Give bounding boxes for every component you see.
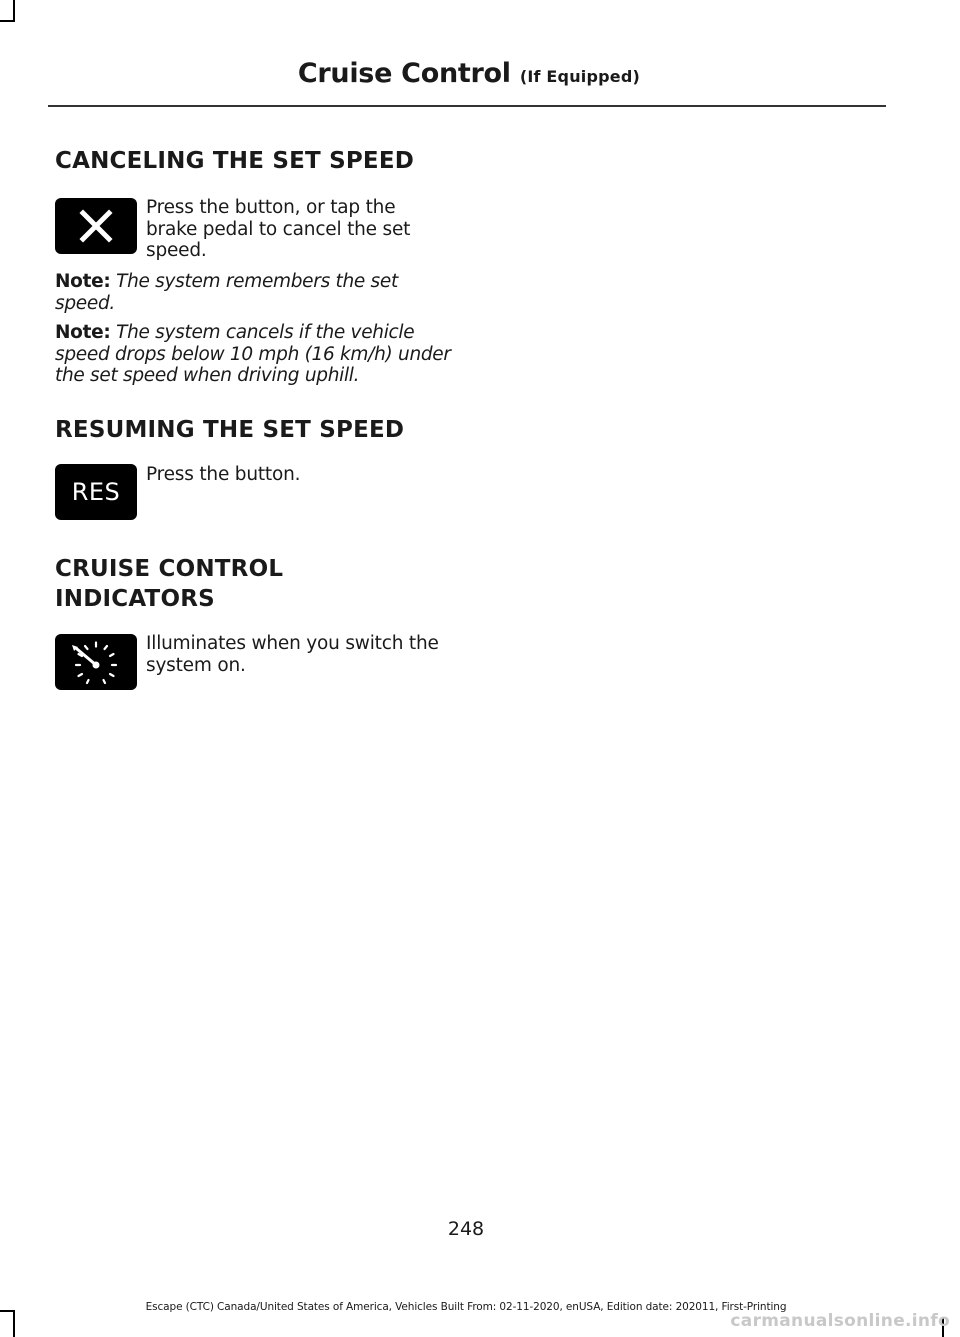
cancel-x-icon xyxy=(55,198,137,254)
res-icon-label: RES xyxy=(71,478,121,506)
section-title-indicators-line1: CRUISE CONTROL xyxy=(55,556,284,582)
page-footer: Escape (CTC) Canada/United States of America, Vehicles Built From: 02-11-2020, enUSA, Edition date: 202011, First-Printing xyxy=(145,1301,787,1313)
header-divider xyxy=(48,105,886,107)
header-subtitle: (If Equipped) xyxy=(519,67,640,86)
section-title-canceling: CANCELING THE SET SPEED xyxy=(55,148,415,174)
resuming-instructions: Press the button. xyxy=(146,464,301,485)
note-label: Note: xyxy=(55,322,111,343)
crop-mark xyxy=(13,0,15,22)
page-header-title xyxy=(298,58,640,89)
note-label: Note: xyxy=(55,271,111,292)
note-text: The system remembers the set speed. xyxy=(55,271,398,314)
indicators-description: Illuminates when you switch the system on. xyxy=(146,633,439,676)
res-button-icon xyxy=(55,464,137,520)
watermark: carmanualsonline.info xyxy=(730,1311,950,1331)
note-cancels-uphill xyxy=(55,322,451,387)
header-title-text: Cruise Control xyxy=(297,58,511,89)
section-title-indicators-line2: INDICATORS xyxy=(55,586,215,612)
crop-mark xyxy=(13,1310,15,1337)
section-title-resuming: RESUMING THE SET SPEED xyxy=(55,417,405,443)
crop-mark xyxy=(0,20,15,22)
page-number: 248 xyxy=(447,1218,485,1240)
speedometer-icon xyxy=(55,634,137,690)
note-text: The system cancels if the vehicle speed drops below 10 mph (16 km/h) under the set speed when driving uphill. xyxy=(55,322,451,386)
note-remembers-speed xyxy=(55,271,451,314)
canceling-instructions: Press the button, or tap the brake pedal to cancel the set speed. xyxy=(146,197,411,261)
